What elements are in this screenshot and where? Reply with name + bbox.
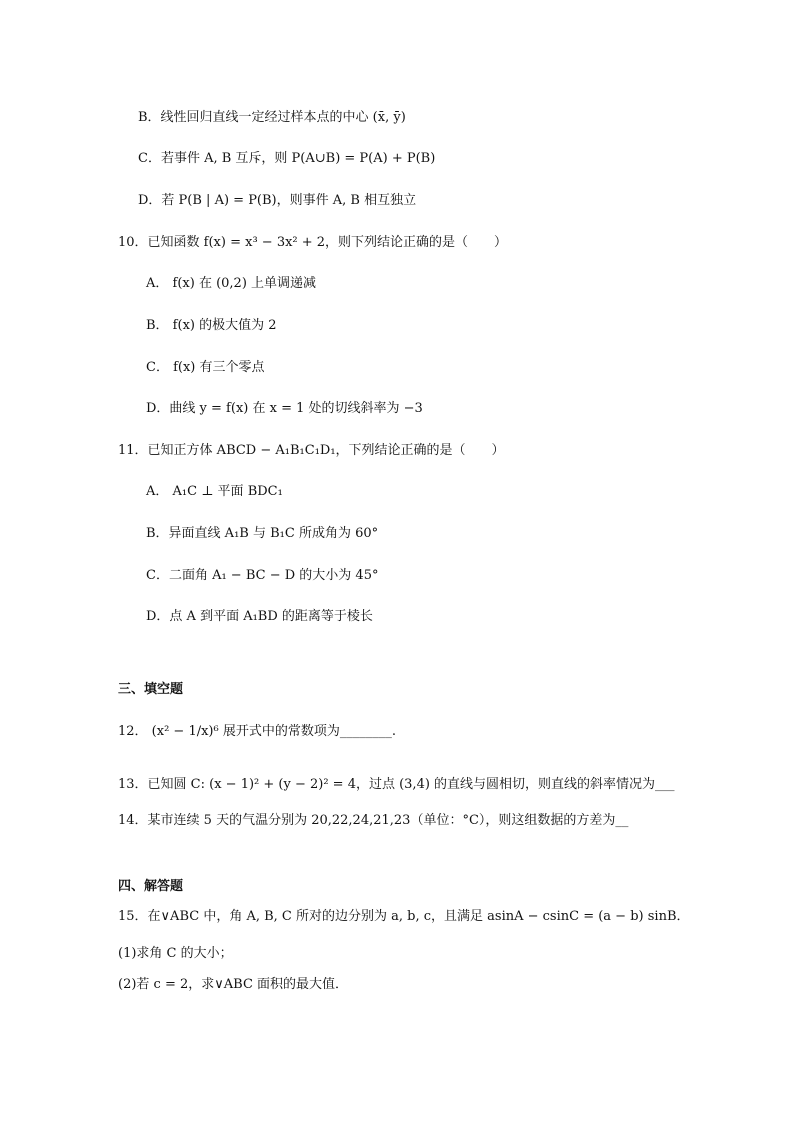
q9-option-d: D．若 P(B | A) = P(B)，则事件 A, B 相互独立 (138, 193, 417, 208)
q15-stem: 15．在∨ABC 中，角 A, B, C 所对的边分别为 a, b, c，且满足 asinA − csinC = (a − b) sinB． (118, 909, 690, 924)
q9-option-c: C．若事件 A, B 互斥，则 P(A∪B) = P(A) + P(B) (138, 151, 436, 166)
section-solution-title: 四、解答题 (118, 879, 184, 894)
q10-stem: 10．已知函数 f(x) = x³ − 3x² + 2，则下列结论正确的是（ ） (118, 235, 508, 250)
q10-option-b: B． f(x) 的极大值为 2 (146, 318, 277, 333)
q9-option-b: B．线性回归直线一定经过样本点的中心 (x̄, ȳ) (138, 110, 406, 125)
q11-option-d: D．点 A 到平面 A₁BD 的距离等于棱长 (146, 609, 373, 624)
q11-option-a: A． A₁C ⊥ 平面 BDC₁ (146, 484, 283, 499)
q10-option-c: C． f(x) 有三个零点 (146, 360, 265, 375)
q10-option-d: D．曲线 y = f(x) 在 x = 1 处的切线斜率为 −3 (146, 401, 423, 416)
q10-option-a: A． f(x) 在 (0,2) 上单调递减 (146, 276, 317, 291)
section-fill-in-title: 三、填空题 (118, 682, 184, 697)
q15-part1: (1)求角 C 的大小； (118, 946, 233, 961)
q11-option-c: C．二面角 A₁ − BC − D 的大小为 45° (146, 568, 379, 583)
q12-text: 12． (x² − 1/x)⁶ 展开式中的常数项为________. (118, 724, 396, 739)
q14-text: 14．某市连续 5 天的气温分别为 20,22,24,21,23（单位：°C），则这组数据的方差为__ (118, 813, 629, 828)
q15-part2: (2)若 c = 2，求∨ABC 面积的最大值． (118, 977, 349, 992)
q13-text: 13．已知圆 C: (x − 1)² + (y − 2)² = 4，过点 (3,4) 的直线与圆相切，则直线的斜率情况为___ (118, 777, 675, 792)
q11-option-b: B．异面直线 A₁B 与 B₁C 所成角为 60° (146, 526, 379, 541)
q11-stem: 11．已知正方体 ABCD − A₁B₁C₁D₁，下列结论正确的是（ ） (118, 443, 505, 458)
